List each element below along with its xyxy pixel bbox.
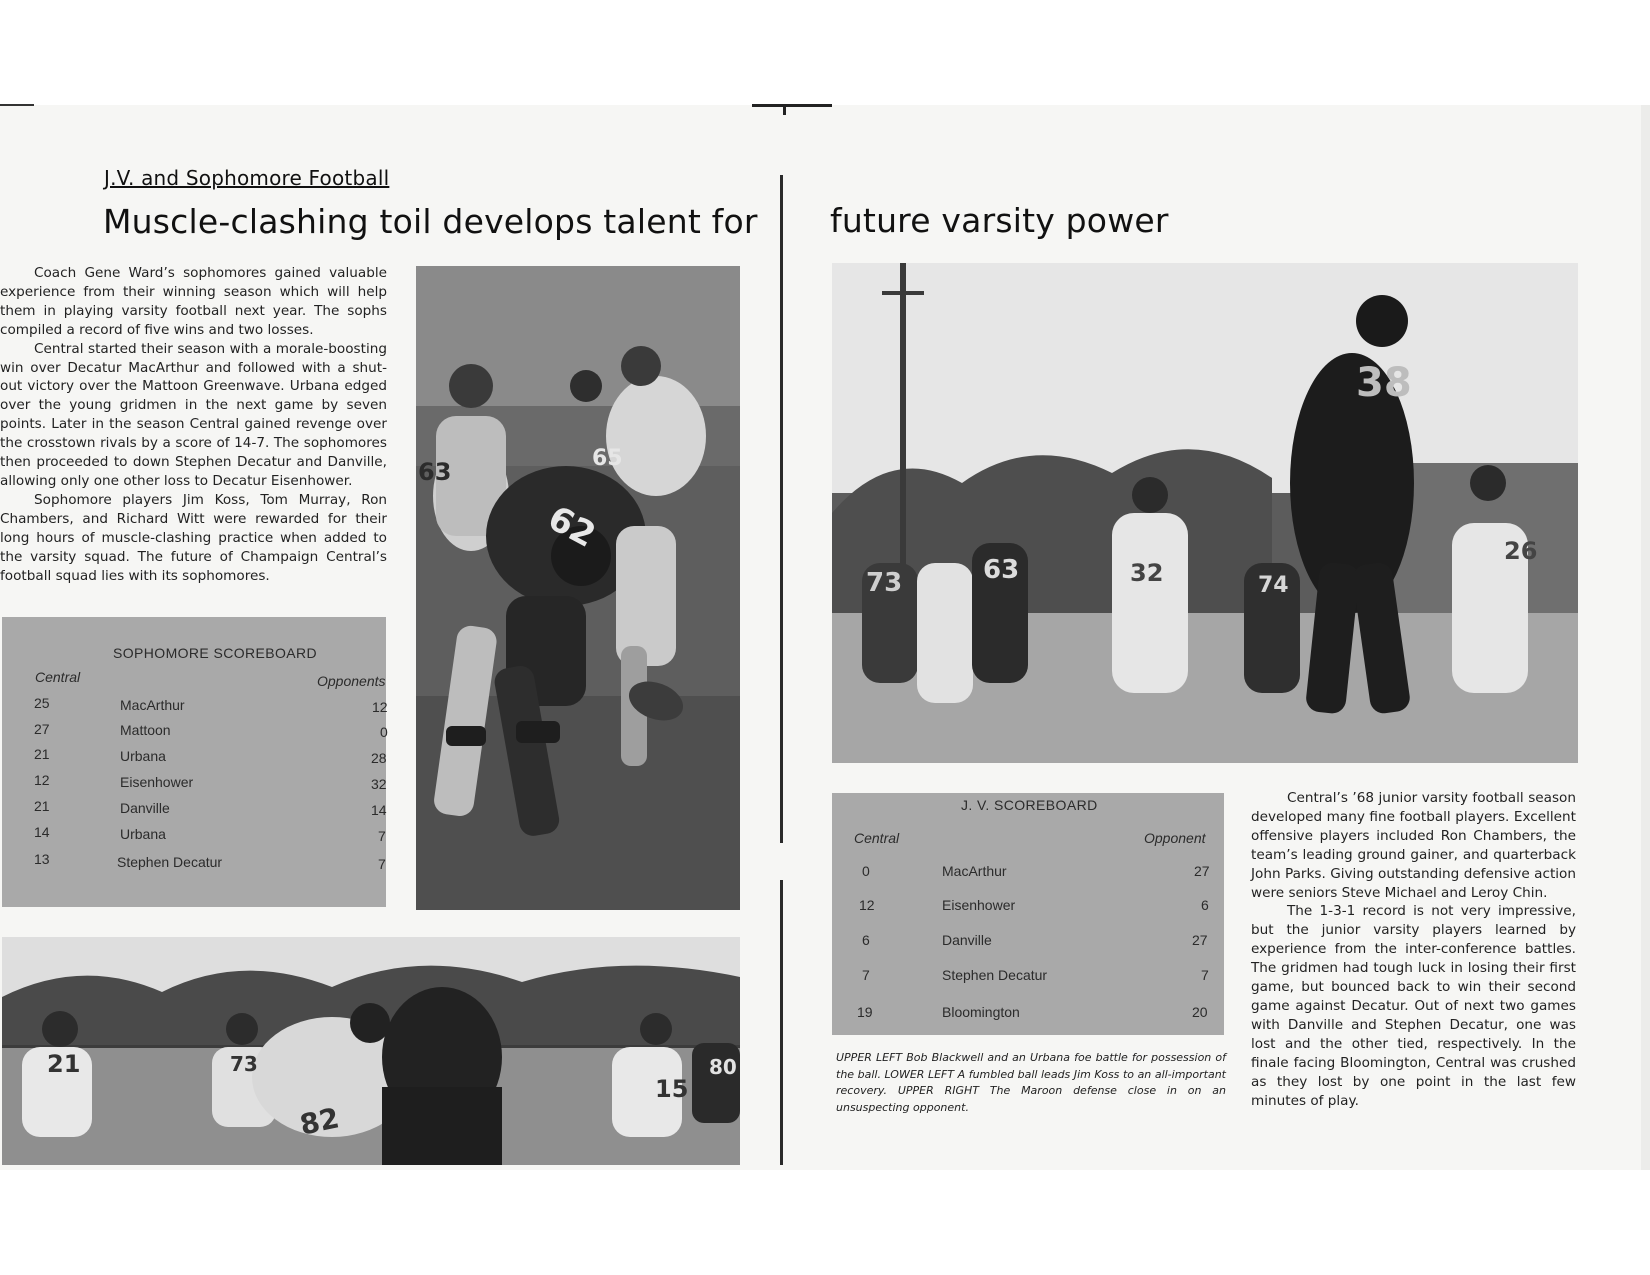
opponent-team: Stephen Decatur <box>942 967 1048 983</box>
page-edge <box>1641 105 1650 1170</box>
photo-caption: UPPER LEFT Bob Blackwell and an Urbana foe battle for possession of the ball. LOWER LEFT A fumbled ball leads Jim Koss to an all-important recovery. UPPER RIGHT The Maroon defense close in on an unsuspecting opponent. <box>836 1051 1226 1114</box>
central-score: 7 <box>862 967 870 983</box>
photo-upper-right <box>832 263 1578 763</box>
jersey-number: 80 <box>709 1055 737 1079</box>
headline-right: future varsity power <box>830 201 1169 240</box>
article-paragraph: The 1-3-1 record is not very impressive, but the junior varsity players learned by experience from the inter-conference battles. The gridmen had tough luck in losing their first game, but bounced back to win their second game against Decatur. Out of next two games with Danville and Stephen Decatur, one was lost and the other tied, respectively. In the finale facing Bloomington, Central was crushed as they lost by one point in the last few minutes of play. <box>1251 903 1576 1109</box>
column-header-central: Central <box>35 669 81 685</box>
section-title: J.V. and Sophomore Football <box>104 166 390 190</box>
column-header-opponent: Opponent <box>1144 830 1206 846</box>
central-score: 6 <box>862 932 870 948</box>
jersey-number: 15 <box>655 1075 689 1103</box>
opponent-team: Stephen Decatur <box>117 854 223 870</box>
intro-article <box>0 264 387 585</box>
opponent-team: Urbana <box>120 748 166 764</box>
opponent-score: 6 <box>1201 897 1209 913</box>
jersey-number: 26 <box>1504 537 1538 565</box>
opponent-score: 12 <box>372 699 388 715</box>
article-paragraph: Coach Gene Ward’s sophomores gained valuable experience from their winning season which will help them in playing varsity football next year. The sophs compiled a record of five wins and two losses. <box>0 265 387 338</box>
central-score: 25 <box>34 695 50 711</box>
opponent-score: 20 <box>1192 1004 1208 1020</box>
jersey-number: 21 <box>47 1050 81 1078</box>
photo-upper-left <box>416 266 740 910</box>
central-score: 13 <box>34 851 50 867</box>
opponent-team: Eisenhower <box>942 897 1016 913</box>
headline-left: Muscle-clashing toil develops talent for <box>103 202 758 241</box>
opponent-team: Mattoon <box>120 722 171 738</box>
jersey-number: 73 <box>230 1052 258 1076</box>
opponent-team: MacArthur <box>942 863 1007 879</box>
page-gutter <box>780 880 783 1165</box>
opponent-team: Danville <box>942 932 992 948</box>
page-gutter <box>780 175 783 843</box>
crop-mark <box>752 104 832 107</box>
opponent-score: 14 <box>371 802 387 818</box>
opponent-team: Danville <box>120 800 170 816</box>
opponent-score: 27 <box>1194 863 1210 879</box>
scoreboard-title: J. V. SCOREBOARD <box>961 797 1098 813</box>
crop-mark <box>783 106 786 115</box>
opponent-score: 27 <box>1192 932 1208 948</box>
jersey-number: 63 <box>418 458 452 486</box>
central-score: 21 <box>34 746 50 762</box>
photo-lower-left <box>2 937 740 1165</box>
jersey-number: 62 <box>541 498 602 556</box>
opponent-score: 0 <box>380 724 388 740</box>
article-paragraph: Sophomore players Jim Koss, Tom Murray, Ron Chambers, and Richard Witt were rewarded for their long hours of muscle-clashing practice when added to the varsity squad. The future of Champaign Central’s football squad lies with its sophomores. <box>0 491 387 584</box>
jv-scoreboard <box>832 793 1224 1035</box>
central-score: 27 <box>34 721 50 737</box>
central-score: 14 <box>34 824 50 840</box>
opponent-score: 7 <box>1201 967 1209 983</box>
opponent-score: 32 <box>371 776 387 792</box>
central-score: 0 <box>862 863 870 879</box>
central-score: 12 <box>34 772 50 788</box>
column-header-opponents: Opponents <box>317 673 386 689</box>
jersey-number: 65 <box>592 446 623 471</box>
article-paragraph: Central started their season with a morale-boosting win over Decatur MacArthur and followed with a shut-out victory over the Mattoon Greenwave. Urbana edged over the young gridmen in the next game by seven points. Later in the season Central gained revenge over the crosstown rivals by a score of 14-7. The sophomores then proceeded to down Stephen Decatur and Danville, allowing only one other loss to Decatur Eisenhower. <box>0 340 387 489</box>
central-score: 19 <box>857 1004 873 1020</box>
central-score: 12 <box>859 897 875 913</box>
jersey-number: 63 <box>983 555 1020 585</box>
article-paragraph: Central’s ’68 junior varsity football season developed many fine football players. Excellent offensive players included Ron Chambers, the team’s leading ground gainer, and quarterback John Parks. Giving outstanding defensive action were seniors Steve Michael and Leroy Chin. <box>1251 790 1576 901</box>
jersey-number: 82 <box>296 1101 342 1142</box>
jersey-number: 38 <box>1356 360 1412 406</box>
jersey-number: 73 <box>866 568 903 598</box>
opponent-score: 7 <box>378 856 386 872</box>
jersey-number: 32 <box>1130 559 1164 587</box>
central-score: 21 <box>34 798 50 814</box>
opponent-score: 7 <box>378 828 386 844</box>
column-header-central: Central <box>854 830 900 846</box>
opponent-team: Urbana <box>120 826 166 842</box>
opponent-score: 28 <box>371 750 387 766</box>
crop-mark <box>0 104 34 106</box>
jersey-number: 74 <box>1258 573 1289 598</box>
opponent-team: Eisenhower <box>120 774 194 790</box>
opponent-team: MacArthur <box>120 697 185 713</box>
jv-article <box>1251 789 1576 1110</box>
scoreboard-title: SOPHOMORE SCOREBOARD <box>113 645 318 661</box>
opponent-team: Bloomington <box>942 1004 1020 1020</box>
sophomore-scoreboard <box>2 617 386 907</box>
